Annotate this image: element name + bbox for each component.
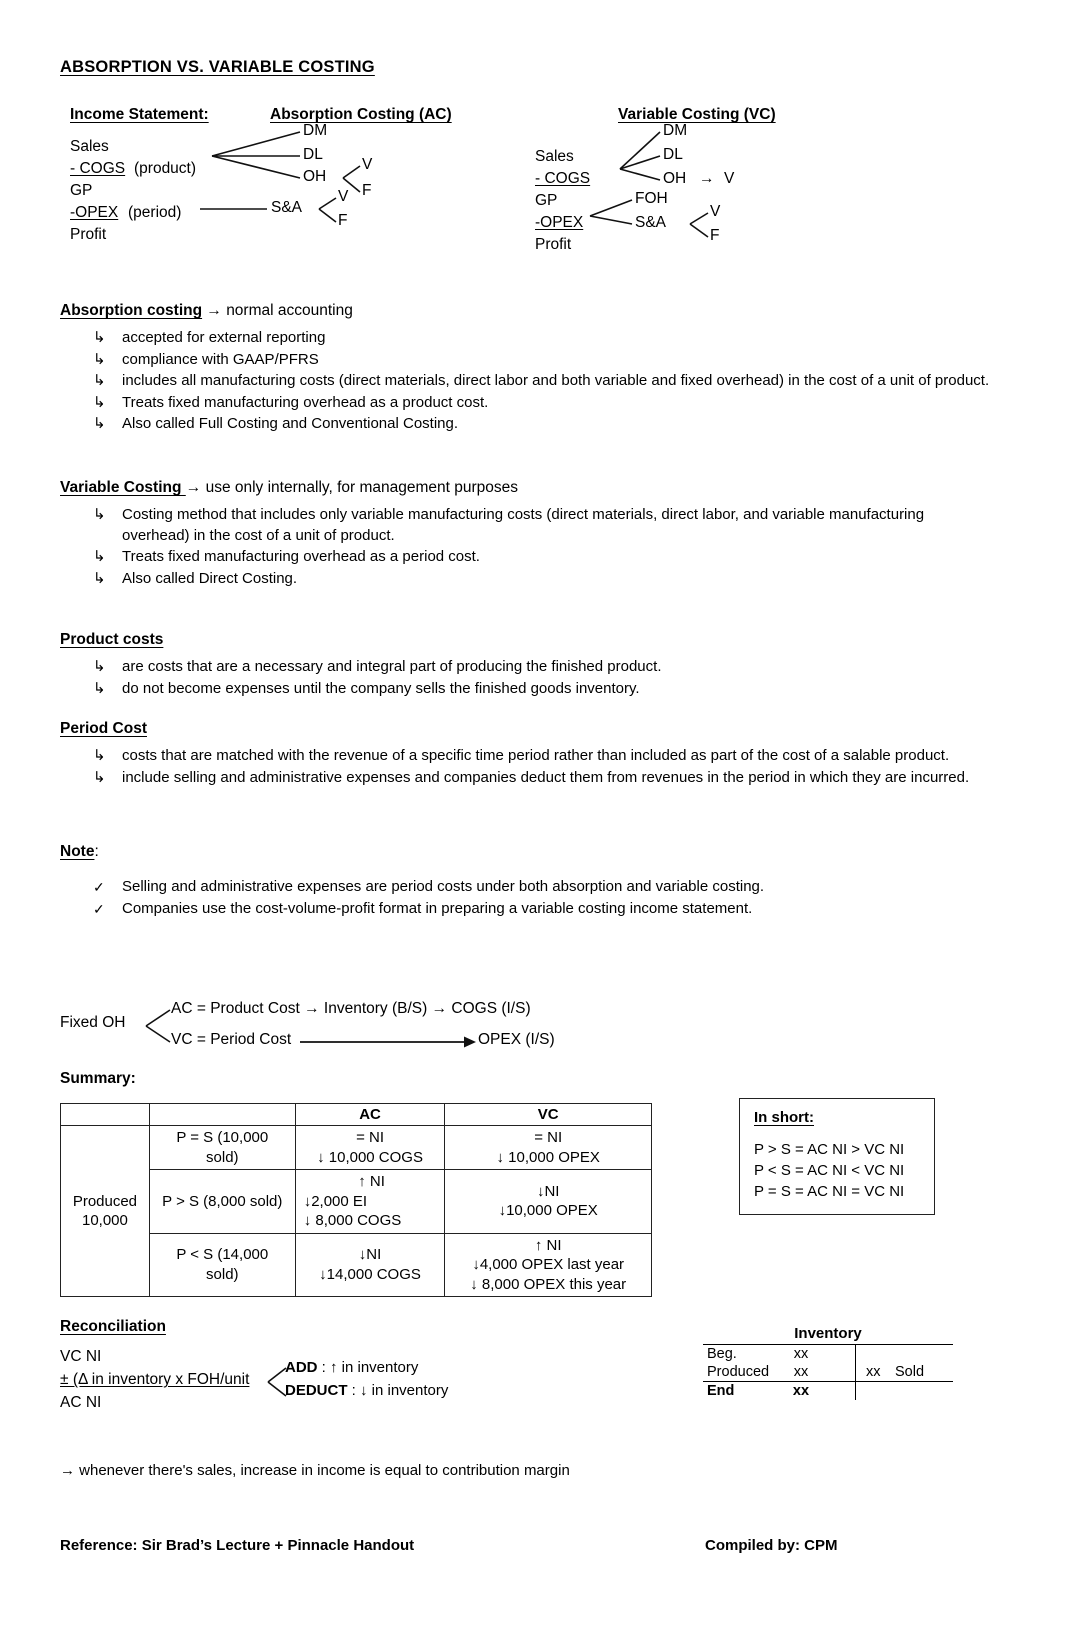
ac-cell [295, 1170, 445, 1234]
recon-deduct-branch [285, 1382, 448, 1399]
list-item [60, 746, 990, 767]
inventory-table [703, 1344, 953, 1400]
inventory-row-spacer [819, 1363, 855, 1382]
ac-line-2: ↓2,000 EI [303, 1192, 368, 1210]
list-item-text: Also called Full Costing and Conventional Costing. [122, 415, 459, 432]
list-item-text: compliance with GAAP/PFRS [122, 350, 319, 368]
vc-cell [445, 1170, 652, 1234]
list-item [60, 547, 990, 568]
inventory-row-note: Sold [891, 1363, 953, 1382]
ac-branch-dm: DM [303, 122, 328, 139]
section-absorption-costing [60, 302, 990, 436]
inventory-row-debit: xx [783, 1345, 819, 1364]
vc-branch-dm: DM [663, 122, 688, 139]
ac-line-1: ↓NI [358, 1246, 382, 1264]
footer-compiled-by: Compiled by: CPM [705, 1537, 838, 1554]
list-item [60, 569, 990, 590]
ac-sa-variable: V [338, 188, 349, 205]
vc-cell [445, 1126, 652, 1170]
inventory-row-spacer [819, 1382, 855, 1401]
ac-oh-fixed: F [362, 182, 372, 199]
ac-line-2: ↓14,000 COGS [319, 1265, 421, 1283]
reconciliation-diagram [60, 1348, 580, 1423]
list-item-text: includes all manufacturing costs (direct materials, direct labor and both variable and fixed overhead) in the cost of a unit of product. [122, 372, 990, 389]
recon-vc-ni: VC NI [60, 1348, 102, 1365]
list-item-text: accepted for external reporting [122, 329, 326, 346]
case-line-1: P = S (10,000 [176, 1129, 269, 1146]
ac-cell [295, 1126, 445, 1170]
inventory-row-spacer [819, 1345, 855, 1364]
summary-table [60, 1103, 652, 1297]
inventory-row-credit [855, 1382, 891, 1401]
arrow-bullet-icon: ↳ [93, 747, 106, 764]
vc-line-profit: Profit [535, 236, 572, 253]
footer-reference: Reference: Sir Brad’s Lecture + Pinnacle Handout [60, 1537, 415, 1554]
list-item-text: Companies use the cost-volume-profit format in preparing a variable costing income statement. [122, 899, 753, 917]
bullet-list [60, 328, 990, 435]
vc-opex-sa: S&A [635, 214, 667, 231]
arrow-bullet-icon: ↳ [93, 329, 106, 346]
vc-opex-foh: FOH [635, 190, 668, 207]
section-heading [60, 843, 990, 861]
vc-line-opex: -OPEX [535, 214, 584, 231]
list-item [60, 371, 990, 392]
recon-add-branch [285, 1359, 418, 1376]
list-item [60, 679, 990, 700]
ac-line-profit: Profit [70, 226, 107, 243]
recon-add-text: : ↑ in inventory [317, 1359, 419, 1376]
list-item-text: costs that are matched with the revenue of a specific time period rather than included as part of the cost of a salable product. [122, 747, 950, 764]
closing-note: → whenever there's sales, increase in income is equal to contribution margin [60, 1462, 570, 1479]
page-title: ABSORPTION VS. VARIABLE COSTING [60, 58, 375, 76]
vc-line-1: ↓NI [536, 1182, 560, 1200]
list-item-text: Selling and administrative expenses are period costs under both absorption and variable costing. [122, 878, 765, 895]
section-variable-costing [60, 479, 990, 590]
bullet-list [60, 505, 990, 589]
section-heading-text: Period Cost [60, 720, 147, 737]
section-heading-text: Variable Costing [60, 479, 186, 496]
section-heading [60, 302, 990, 320]
section-heading-text: Product costs [60, 631, 164, 648]
list-item-text: Also called Direct Costing. [122, 569, 298, 587]
list-item [60, 768, 990, 789]
section-heading-text: Note [60, 843, 95, 860]
ac-line-cogs-note: (product) [134, 160, 197, 177]
arrow-bullet-icon: ↳ [93, 506, 106, 523]
vc-line-cogs: - COGS [535, 170, 591, 187]
inventory-row-label: Produced [703, 1363, 783, 1382]
ac-sa-fixed: F [338, 212, 348, 229]
arrow-bullet-icon: ↳ [93, 768, 106, 786]
fixed-oh-vc-path: VC = Period Cost [171, 1031, 292, 1048]
section-period-cost [60, 720, 990, 789]
table-row [703, 1345, 953, 1364]
list-item-text: Treats fixed manufacturing overhead as a period cost. [122, 548, 480, 565]
inventory-row-debit: xx [792, 1383, 810, 1399]
vc-line-1: ↑ NI [534, 1236, 562, 1254]
ac-line-cogs: - COGS [70, 160, 126, 177]
inventory-row-note [891, 1382, 953, 1401]
vc-branch-dl: DL [663, 146, 683, 163]
table-row [61, 1170, 652, 1234]
arrow-bullet-icon: ↳ [93, 372, 106, 389]
column-header-vc: VC [445, 1104, 652, 1126]
fixed-oh-label: Fixed OH [60, 1014, 126, 1031]
variable-costing-heading: Variable Costing (VC) [618, 106, 776, 123]
in-short-box [739, 1098, 935, 1215]
list-item [60, 414, 990, 435]
ac-line-gp: GP [70, 182, 93, 199]
inventory-row-label: Beg. [703, 1345, 783, 1364]
case-header-cell [149, 1104, 295, 1126]
list-item [60, 657, 990, 678]
section-heading [60, 631, 990, 649]
arrow-bullet-icon: ↳ [93, 350, 106, 368]
ac-line-1: ↑ NI [358, 1173, 385, 1190]
arrow-bullet-icon: ↳ [93, 679, 106, 697]
summary-label: Summary: [60, 1070, 136, 1087]
reconciliation-heading: Reconciliation [60, 1318, 166, 1335]
in-short-title: In short: [754, 1109, 814, 1126]
bullet-list [60, 657, 990, 699]
column-header-ac: AC [295, 1104, 445, 1126]
case-line-1: P > S (8,000 sold) [162, 1192, 283, 1210]
arrow-bullet-icon: ↳ [93, 415, 106, 432]
in-short-line: P = S = AC NI = VC NI [754, 1183, 905, 1200]
in-short-line: P > S = AC NI > VC NI [754, 1141, 905, 1158]
case-cell [149, 1126, 295, 1170]
section-heading-tail: : [94, 843, 99, 860]
produced-row-header [61, 1126, 150, 1297]
ac-line-opex-note: (period) [128, 204, 182, 221]
list-item-text: include selling and administrative expenses and companies deduct them from revenues in the period in which they are incurred. [122, 768, 970, 786]
section-heading-tail: → normal accounting [202, 302, 353, 319]
case-cell [149, 1170, 295, 1234]
absorption-costing-heading: Absorption Costing (AC) [270, 106, 452, 123]
vc-branch-oh: OH [663, 170, 687, 187]
ac-line-sales: Sales [70, 138, 109, 155]
section-heading [60, 720, 990, 738]
table-row [61, 1126, 652, 1170]
recon-deduct-text: : ↓ in inventory [347, 1382, 449, 1399]
produced-value: 10,000 [81, 1212, 128, 1229]
ac-line-3: ↓ 8,000 COGS [303, 1212, 402, 1229]
arrow-bullet-icon: ↳ [93, 569, 106, 587]
vc-oh-variable: V [724, 170, 735, 187]
fixed-oh-ac-path: AC = Product Cost → Inventory (B/S) → COGS (I/S) [171, 1000, 531, 1017]
list-item-text: are costs that are a necessary and integral part of producing the finished product. [122, 658, 662, 675]
arrow-bullet-icon: ↳ [93, 658, 106, 675]
income-statement-label: Income Statement: [70, 106, 209, 123]
case-cell [149, 1233, 295, 1297]
ac-line-1: = NI [356, 1129, 384, 1146]
inventory-row-note [891, 1345, 953, 1364]
case-line-2: sold) [206, 1148, 239, 1166]
inventory-t-account [703, 1325, 953, 1400]
section-heading-tail: → use only internally, for management purposes [185, 479, 519, 496]
arrow-bullet-icon: ↳ [93, 548, 106, 565]
bullet-list [60, 746, 990, 788]
fixed-oh-diagram [60, 1000, 680, 1060]
section-note [60, 843, 990, 920]
in-short-line: P < S = AC NI < VC NI [754, 1162, 905, 1179]
ac-cell [295, 1233, 445, 1297]
income-statement-diagrams [60, 104, 1020, 254]
check-bullet-icon: ✓ [93, 879, 105, 895]
list-item [60, 350, 990, 371]
table-row [703, 1363, 953, 1382]
case-line-1: P < S (14,000 [176, 1246, 269, 1264]
recon-add-label: ADD [285, 1359, 318, 1376]
vc-sa-fixed: F [710, 227, 720, 244]
ac-line-2: ↓ 10,000 COGS [317, 1148, 423, 1166]
list-item [60, 899, 990, 920]
ac-oh-variable: V [362, 156, 373, 173]
case-line-2: sold) [206, 1265, 239, 1283]
vc-line-2: ↓4,000 OPEX last year [472, 1256, 625, 1273]
table-row [61, 1233, 652, 1297]
fixed-oh-opex-target: OPEX (I/S) [478, 1031, 555, 1048]
section-heading [60, 479, 990, 497]
inventory-caption: Inventory [794, 1325, 862, 1342]
inventory-row-credit [855, 1345, 891, 1364]
recon-adjustment: ± (Δ in inventory x FOH/unit [60, 1371, 250, 1388]
section-heading-text: Absorption costing [60, 302, 203, 319]
arrow-bullet-icon: ↳ [93, 393, 106, 411]
vc-line-sales: Sales [535, 148, 574, 165]
ac-branch-oh: OH [303, 168, 327, 185]
list-item [60, 505, 990, 546]
list-item [60, 328, 990, 349]
vc-oh-arrow-icon: → [699, 170, 715, 187]
list-item-text: Treats fixed manufacturing overhead as a product cost. [122, 393, 489, 411]
vc-sa-variable: V [710, 203, 721, 220]
list-item [60, 393, 990, 414]
list-item-text: do not become expenses until the company sells the finished goods inventory. [122, 679, 640, 697]
inventory-row-label: End [707, 1383, 735, 1399]
list-item-text: Costing method that includes only variable manufacturing costs (direct materials, direct labor, and variable manufacturing overhead) in the cost of a unit of product. [122, 506, 925, 544]
table-header-row [61, 1104, 652, 1126]
produced-label: Produced [72, 1192, 138, 1210]
section-product-costs [60, 631, 990, 700]
inventory-row-debit: xx [783, 1363, 819, 1382]
list-item [60, 877, 990, 898]
vc-cell [445, 1233, 652, 1297]
inventory-row-credit: xx [855, 1363, 891, 1382]
vc-line-2: ↓ 10,000 OPEX [496, 1148, 600, 1166]
vc-line-3: ↓ 8,000 OPEX this year [470, 1275, 627, 1293]
bullet-list [60, 877, 990, 919]
table-row [703, 1382, 953, 1401]
vc-line-gp: GP [535, 192, 558, 209]
corner-cell [61, 1104, 150, 1126]
ac-branch-dl: DL [303, 146, 323, 163]
recon-deduct-label: DEDUCT [285, 1382, 348, 1399]
ac-line-opex: -OPEX [70, 204, 119, 221]
recon-ac-ni: AC NI [60, 1394, 102, 1411]
vc-line-1: = NI [534, 1129, 563, 1146]
ac-sa-label: S&A [271, 199, 303, 216]
vc-line-2: ↓10,000 OPEX [498, 1202, 598, 1220]
check-bullet-icon: ✓ [93, 900, 105, 917]
